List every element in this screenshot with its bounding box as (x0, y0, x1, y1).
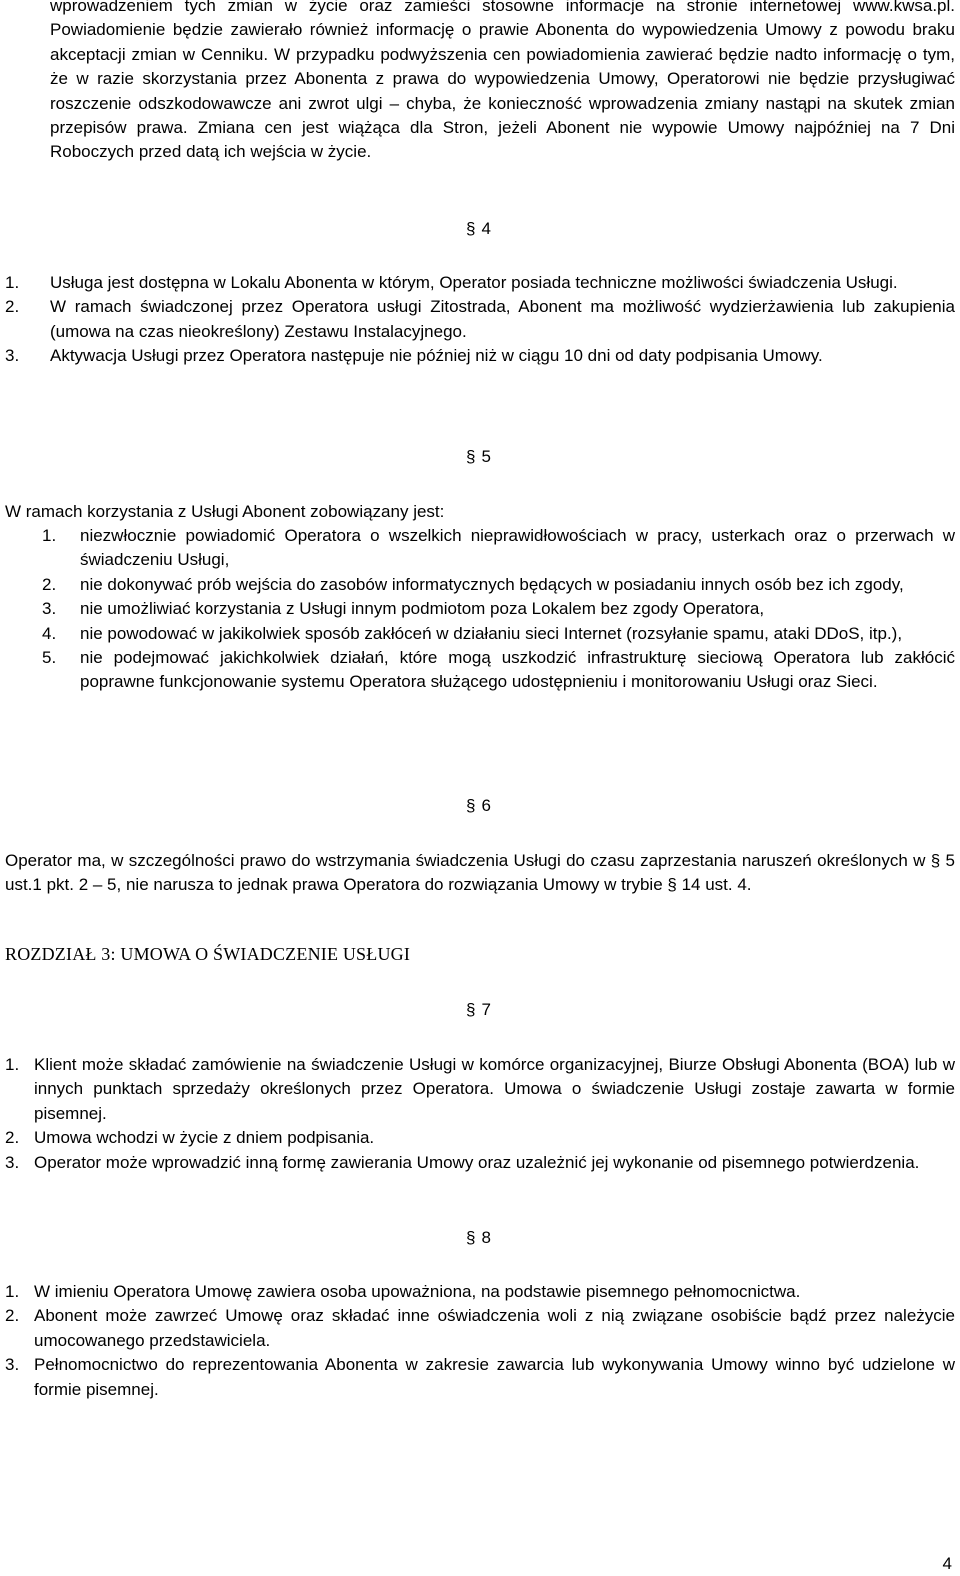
list-item: 2. Umowa wchodzi w życie z dniem podpisania. (5, 1128, 375, 1148)
list-item: 3. Aktywacja Usługi przez Operatora następuje nie później niż w ciągu 10 dni od daty podpisania Umowy. (5, 346, 823, 366)
section-heading-8: § 8 (466, 1228, 491, 1247)
intro-paragraph (50, 0, 955, 165)
list-item: 1. Klient może składać zamówienie na świadczenie Usługi w komórce organizacyjnej, Biurze Obsługi Abonenta (BOA) lub w innych punktach sprzedaży określonych przez Operatora. Umowa o świadczenie Usługi zostaje zawarta w formie pisemnej. (5, 1055, 955, 1123)
list-item: 5. nie podejmować jakichkolwiek działań, które mogą uszkodzić infrastrukturę sieciową Operatora lub zakłócić poprawne funkcjonowanie systemu Operatora służącego udostępnieniu i monitorowaniu Usługi oraz Sieci. (42, 648, 955, 692)
list-item: 1. Usługa jest dostępna w Lokalu Abonenta w którym, Operator posiada techniczne możliwości świadczenia Usługi. (5, 273, 898, 292)
section-heading-4: § 4 (466, 219, 491, 238)
section-4-list (5, 271, 955, 369)
list-item: 3. nie umożliwiać korzystania z Usługi innym podmiotom poza Lokalem bez zgody Operatora, (42, 599, 765, 619)
list-item: 3. Operator może wprowadzić inną formę zawierania Umowy oraz uzależnić jej wykonanie od pisemnego potwierdzenia. (5, 1152, 920, 1172)
section-heading-5: § 5 (466, 447, 491, 466)
list-item: 1. W imieniu Operatora Umowę zawiera osoba upoważniona, na podstawie pisemnego pełnomocnictwa. (5, 1282, 801, 1301)
chapter-heading: ROZDZIAŁ 3: UMOWA O ŚWIADCZENIE USŁUGI (5, 944, 411, 964)
list-item: 2. nie dokonywać prób wejścia do zasobów informatycznych będących w posiadaniu innych osób bez ich zgody, (42, 574, 904, 594)
list-item: 2. W ramach świadczonej przez Operatora usługi Zitostrada, Abonent ma możliwość wydzierżawienia lub zakupienia (umowa na czas nieokreślony) Zestawu Instalacyjnego. (5, 297, 955, 341)
list-item: 3. Pełnomocnictwo do reprezentowania Abonenta w zakresie zawarcia lub wykonywania Umowy winno być udzielone w formie pisemnej. (5, 1355, 955, 1399)
list-item: 4. nie powodować w jakikolwiek sposób zakłóceń w działaniu sieci Internet (rozsyłanie spamu, ataki DDoS, itp.), (42, 623, 903, 643)
section-heading-6: § 6 (466, 796, 491, 815)
list-item: 1. niezwłocznie powiadomić Operatora o wszelkich nieprawidłowościach w pracy, usterkach oraz o przerwach w świadczeniu Usługi, (42, 526, 955, 570)
list-item: 2. Abonent może zawrzeć Umowę oraz składać inne oświadczenia woli z nią związane osobiście bądź przez należycie umocowanego przedstawiciela. (5, 1306, 955, 1350)
section-5-list (5, 524, 955, 695)
section-7-list (5, 1053, 955, 1175)
section-5-lead: W ramach korzystania z Usługi Abonent zobowiązany jest: (5, 502, 445, 521)
section-heading-7: § 7 (466, 1000, 491, 1019)
intro-text: wprowadzeniem tych zmian w życie oraz zamieści stosowne informacje na stronie internetowej www.kwsa.pl. Powiadomienie będzie zawierało również informację o prawie Abonenta do wypowiedzenia Umowy z powodu braku akceptacji zmian w Cenniku. W przypadku podwyższenia cen powiadomienia zawierać będzie nadto informację o tym, że w razie skorzystania przez Abonenta z prawa do wypowiedzenia Umowy, Operatorowi nie będzie przysługiwać roszczenie odszkodowawcze ani zwrot ulgi – chyba, że konieczność wprowadzenia zmiany nastąpi na skutek zmian przepisów prawa. Zmiana cen jest wiążąca dla Stron, jeżeli Abonent nie wypowie Umowy najpóźniej na 7 Dni Roboczych przed datą ich wejścia w życie. (50, 0, 955, 162)
page-number: 4 (942, 1554, 952, 1573)
section-6-text: Operator ma, w szczególności prawo do wstrzymania świadczenia Usługi do czasu zaprzestania naruszeń określonych w § 5 ust.1 pkt. 2 – 5, nie narusza to jednak prawa Operatora do rozwiązania Umowy w trybie § 14 ust. 4. (5, 851, 955, 895)
section-8-list (5, 1280, 955, 1402)
